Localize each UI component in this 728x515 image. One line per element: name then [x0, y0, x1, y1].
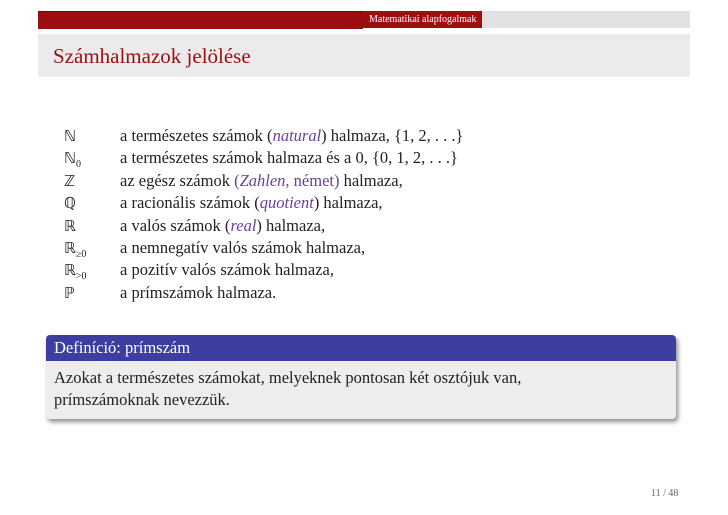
- frame-title: Számhalmazok jelölése: [53, 44, 251, 68]
- set-symbol: ℕ$_0$: [64, 149, 82, 171]
- set-symbol-subscript: >0: [75, 271, 87, 283]
- set-description: [120, 125, 463, 147]
- set-row: [64, 147, 463, 169]
- set-row: [64, 125, 463, 147]
- set-row: [64, 192, 463, 214]
- set-row: [64, 282, 463, 304]
- description-text: ) halmaza,: [313, 193, 383, 213]
- description-text: (: [234, 170, 240, 190]
- definition-title: Definíció: prímszám: [46, 335, 676, 361]
- highlighted-term: real: [230, 215, 257, 235]
- description-text: ) halmaza,: [256, 215, 326, 235]
- description-text: a prímszámok halmaza.: [120, 282, 277, 302]
- set-row: [64, 259, 463, 281]
- set-symbol: ℝ$_{\ge 0}$: [64, 238, 87, 260]
- set-symbol: ℚ: [64, 194, 76, 213]
- definition-line-2: prímszámoknak nevezzük.: [54, 390, 230, 409]
- definition-body: [46, 361, 676, 419]
- definition-block: [46, 335, 676, 419]
- description-text: a természetes számok (: [120, 126, 273, 145]
- set-notation-list: [64, 125, 463, 304]
- description-text: a valós számok (: [120, 215, 231, 235]
- set-row: [64, 170, 463, 192]
- set-description: [120, 282, 276, 304]
- highlighted-term: natural: [272, 126, 322, 145]
- definition-line-1: Azokat a természetes számokat, melyeknek pontosan két osztójuk van,: [54, 368, 522, 387]
- description-text: a nemnegatív valós számok halmaza,: [120, 237, 366, 257]
- header-bar-left: [38, 11, 363, 29]
- set-description: [120, 237, 365, 259]
- set-description: [120, 259, 334, 281]
- set-symbol: ℙ: [64, 283, 75, 302]
- set-symbol: ℝ: [64, 216, 76, 235]
- set-description: [120, 215, 325, 237]
- description-text: ) halmaza, {1, 2, . . .}: [321, 126, 464, 145]
- set-row: [64, 237, 463, 259]
- description-text: , német): [285, 170, 340, 190]
- section-name[interactable]: Matematikai alapfogalmak: [363, 11, 482, 28]
- set-row: [64, 215, 463, 237]
- set-description: [120, 170, 403, 192]
- set-symbol-subscript: ≥0: [75, 248, 87, 260]
- highlighted-term: Zahlen: [239, 170, 286, 190]
- highlighted-term: quotient: [259, 193, 314, 213]
- description-text: az egész számok: [120, 170, 235, 190]
- page-number: 11 / 48: [651, 488, 679, 499]
- description-text: a természetes számok halmaza és a 0, {0, 1, 2, . . .}: [120, 148, 458, 168]
- description-text: a racionális számok (: [120, 193, 260, 213]
- description-text: a pozitív valós számok halmaza,: [120, 260, 334, 280]
- header-bar: [38, 11, 690, 28]
- set-description: [120, 147, 458, 169]
- frame-title-bar: [38, 34, 690, 77]
- set-description: [120, 192, 383, 214]
- set-symbol: ℤ: [64, 171, 76, 190]
- set-symbol: ℕ: [64, 127, 77, 145]
- set-symbol: ℝ$_{>0}$: [64, 261, 87, 283]
- header-bar-right: [482, 11, 690, 28]
- description-text: halmaza,: [339, 170, 403, 190]
- set-symbol-subscript: 0: [76, 159, 82, 171]
